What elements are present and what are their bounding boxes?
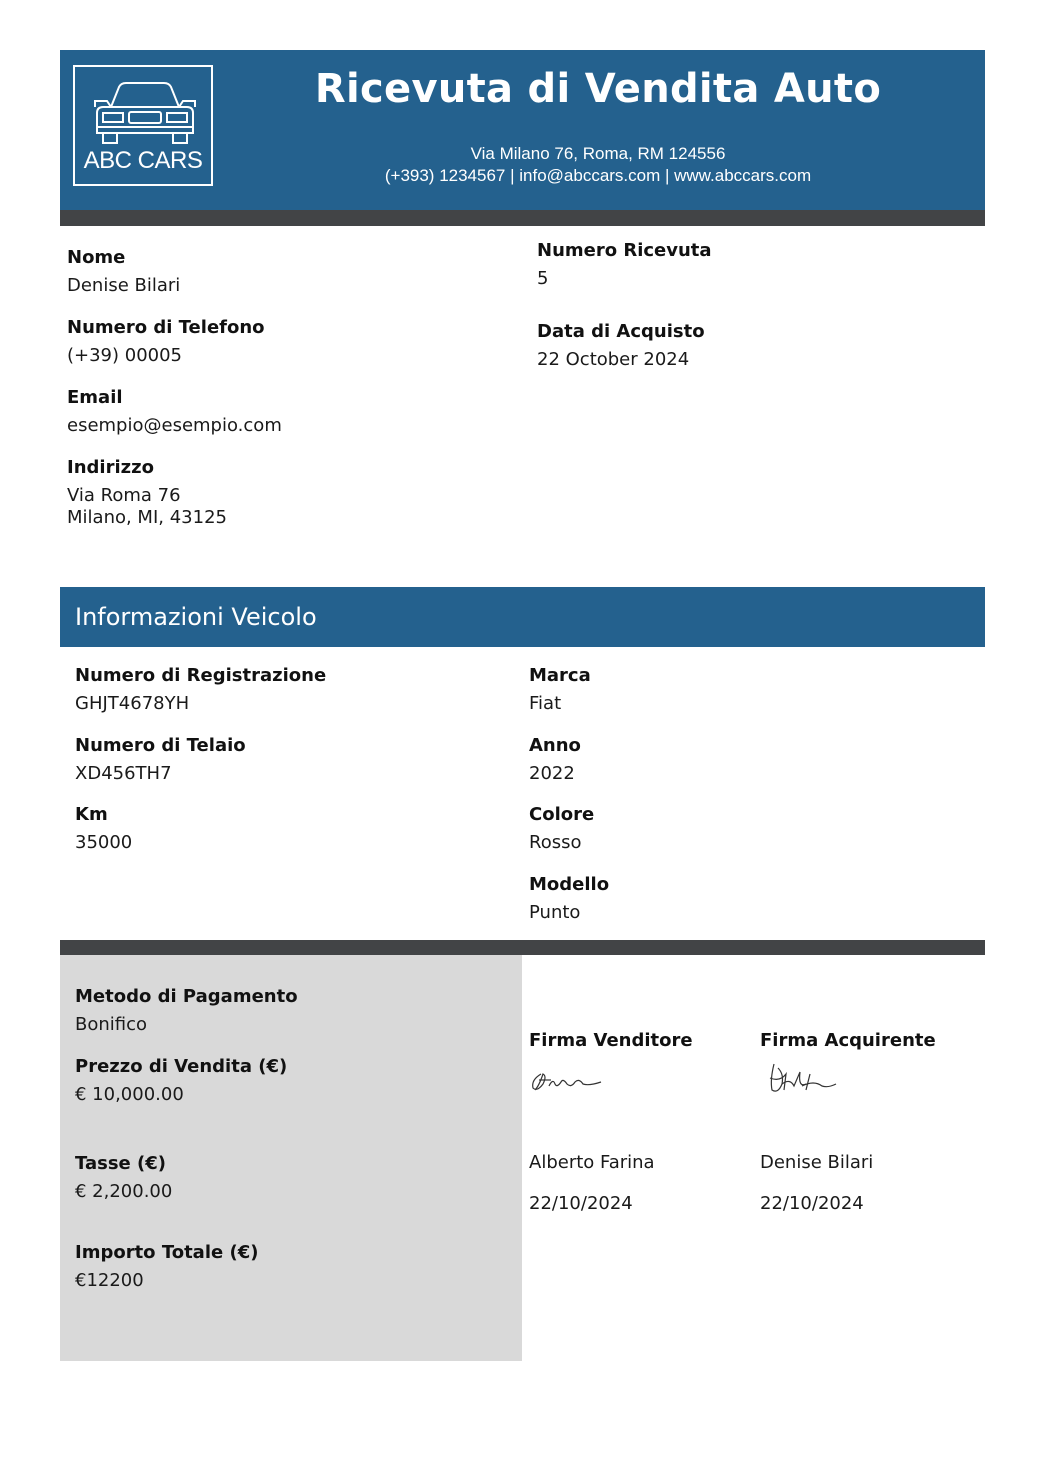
total-value: €12200 bbox=[75, 1270, 144, 1291]
address-line-2: Milano, MI, 43125 bbox=[67, 507, 227, 528]
purchase-date-value: 22 October 2024 bbox=[537, 349, 690, 370]
phone-value: (+39) 00005 bbox=[67, 345, 183, 366]
seller-date: 22/10/2024 bbox=[529, 1193, 633, 1214]
customer-name bbox=[67, 246, 180, 298]
vehicle-section-header bbox=[60, 587, 985, 647]
total-label: Importo Totale (€) bbox=[75, 1242, 259, 1263]
company-address: Via Milano 76, Roma, RM 124556 bbox=[470, 144, 726, 163]
buyer-signature-title: Firma Acquirente bbox=[760, 1030, 936, 1051]
km-value: 35000 bbox=[75, 832, 133, 853]
vehicle-registration bbox=[75, 664, 326, 716]
tax-value: € 2,200.00 bbox=[75, 1181, 173, 1202]
chassis-label: Numero di Telaio bbox=[75, 735, 246, 756]
payment-method bbox=[75, 985, 298, 1037]
purchase-date bbox=[537, 320, 705, 372]
year-label: Anno bbox=[529, 735, 581, 756]
seller-name: Alberto Farina bbox=[529, 1152, 655, 1173]
vehicle-chassis bbox=[75, 734, 246, 786]
car-icon bbox=[89, 79, 201, 147]
total-amount bbox=[75, 1241, 258, 1293]
address-label: Indirizzo bbox=[67, 457, 154, 478]
address-line-1: Via Roma 76 bbox=[67, 485, 181, 506]
seller-signature-image bbox=[529, 1066, 609, 1096]
payment-divider bbox=[60, 940, 985, 955]
header-banner bbox=[60, 50, 985, 210]
vehicle-km bbox=[75, 803, 132, 855]
receipt-number-label: Numero Ricevuta bbox=[537, 240, 712, 261]
header-divider bbox=[60, 210, 985, 226]
payment-panel bbox=[60, 955, 522, 1361]
customer-phone bbox=[67, 316, 265, 368]
vehicle-year bbox=[529, 734, 581, 786]
chassis-value: XD456TH7 bbox=[75, 763, 172, 784]
company-contact: (+393) 1234567 | info@abccars.com | www.abccars.com bbox=[384, 166, 812, 185]
make-label: Marca bbox=[529, 665, 591, 686]
vehicle-color bbox=[529, 803, 594, 855]
receipt-number bbox=[537, 239, 712, 291]
customer-address bbox=[67, 456, 227, 529]
vehicle-model bbox=[529, 873, 609, 925]
seller-signature-label bbox=[529, 1029, 693, 1053]
registration-value: GHJT4678YH bbox=[75, 693, 190, 714]
payment-method-label: Metodo di Pagamento bbox=[75, 986, 298, 1007]
email-label: Email bbox=[67, 387, 123, 408]
company-logo bbox=[73, 65, 213, 186]
vehicle-make bbox=[529, 664, 591, 716]
taxes bbox=[75, 1152, 172, 1204]
make-value: Fiat bbox=[529, 693, 562, 714]
model-label: Modello bbox=[529, 874, 610, 895]
color-value: Rosso bbox=[529, 832, 582, 853]
customer-email bbox=[67, 386, 282, 438]
sale-price bbox=[75, 1055, 287, 1107]
sale-price-label: Prezzo di Vendita (€) bbox=[75, 1056, 288, 1077]
buyer-date: 22/10/2024 bbox=[760, 1193, 864, 1214]
purchase-date-label: Data di Acquisto bbox=[537, 321, 705, 342]
registration-label: Numero di Registrazione bbox=[75, 665, 327, 686]
name-value: Denise Bilari bbox=[67, 275, 181, 296]
logo-text: ABC CARS bbox=[83, 147, 203, 174]
seller-signature-title: Firma Venditore bbox=[529, 1030, 693, 1051]
buyer-name: Denise Bilari bbox=[760, 1152, 874, 1173]
name-label: Nome bbox=[67, 247, 126, 268]
buyer-signature-label bbox=[760, 1029, 936, 1053]
vehicle-section-title: Informazioni Veicolo bbox=[75, 603, 317, 631]
tax-label: Tasse (€) bbox=[75, 1153, 166, 1174]
km-label: Km bbox=[75, 804, 108, 825]
phone-label: Numero di Telefono bbox=[67, 317, 265, 338]
email-value: esempio@esempio.com bbox=[67, 415, 282, 436]
sale-price-value: € 10,000.00 bbox=[75, 1084, 184, 1105]
buyer-signature-image bbox=[766, 1060, 846, 1096]
receipt-number-value: 5 bbox=[537, 268, 549, 289]
page-title: Ricevuta di Vendita Auto bbox=[314, 66, 882, 112]
model-value: Punto bbox=[529, 902, 581, 923]
payment-method-value: Bonifico bbox=[75, 1014, 148, 1035]
color-label: Colore bbox=[529, 804, 595, 825]
year-value: 2022 bbox=[529, 763, 575, 784]
